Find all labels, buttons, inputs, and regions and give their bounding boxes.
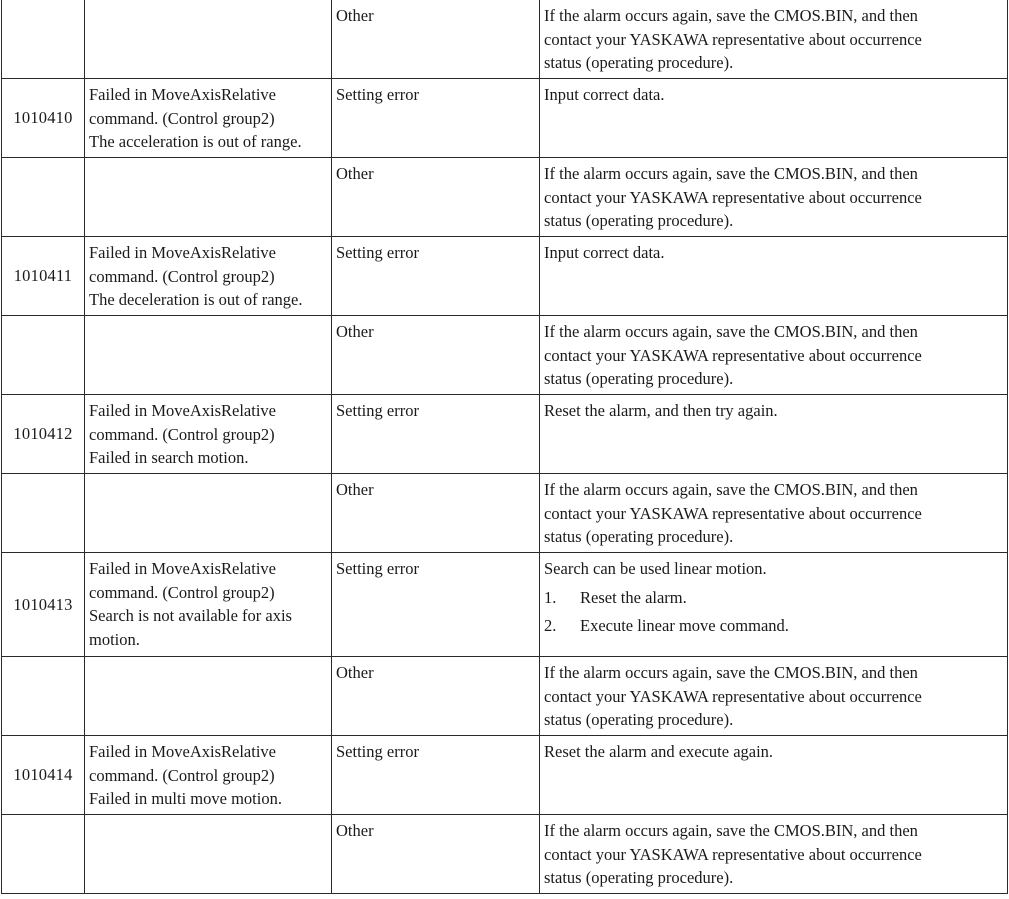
table-row: [2, 553, 1008, 657]
alarm-remedy-cell: If the alarm occurs again, save the CMOS.BIN, and then contact your YASKAWA representative about occurrence status (operating procedure).: [540, 474, 1008, 553]
alarm-message-cell: [85, 316, 332, 395]
alarm-code-cell: [2, 657, 85, 736]
table-row: [2, 237, 1008, 316]
table-row: [2, 79, 1008, 158]
alarm-code-cell: [2, 815, 85, 894]
alarm-code-cell: [2, 316, 85, 395]
alarm-cause-cell: Setting error: [332, 237, 540, 316]
alarm-message-cell: Failed in MoveAxisRelative command. (Control group2) Search is not available for axis motion.: [85, 553, 332, 657]
alarm-code-cell: [2, 0, 85, 79]
alarm-remedy-cell: Input correct data.: [540, 79, 1008, 158]
alarm-message-cell: [85, 815, 332, 894]
alarm-cause-cell: Other: [332, 657, 540, 736]
alarm-cause-cell: Other: [332, 158, 540, 237]
alarm-message-cell: Failed in MoveAxisRelative command. (Control group2) The deceleration is out of range.: [85, 237, 332, 316]
table-row: [2, 474, 1008, 553]
alarm-message-cell: [85, 657, 332, 736]
alarm-table: [1, 0, 1008, 894]
alarm-remedy-cell: Search can be used linear motion. 1. Reset the alarm. 2. Execute linear move command.: [540, 553, 1008, 657]
alarm-code-cell: 1010412: [2, 395, 85, 474]
alarm-code-cell: 1010414: [2, 736, 85, 815]
remedy-steps: [544, 586, 1003, 638]
alarm-remedy-cell: If the alarm occurs again, save the CMOS.BIN, and then contact your YASKAWA representative about occurrence status (operating procedure).: [540, 815, 1008, 894]
alarm-cause-cell: Other: [332, 0, 540, 79]
alarm-remedy-cell: Reset the alarm, and then try again.: [540, 395, 1008, 474]
alarm-cause-cell: Setting error: [332, 395, 540, 474]
alarm-code-cell: 1010413: [2, 553, 85, 657]
alarm-message-cell: Failed in MoveAxisRelative command. (Control group2) The acceleration is out of range.: [85, 79, 332, 158]
alarm-code-cell: 1010411: [2, 237, 85, 316]
alarm-remedy-cell: If the alarm occurs again, save the CMOS.BIN, and then contact your YASKAWA representative about occurrence status (operating procedure).: [540, 316, 1008, 395]
alarm-cause-cell: Setting error: [332, 79, 540, 158]
table-row: [2, 316, 1008, 395]
alarm-code-cell: [2, 474, 85, 553]
table-row: [2, 815, 1008, 894]
table-row: [2, 0, 1008, 79]
table-row: [2, 736, 1008, 815]
alarm-cause-cell: Other: [332, 815, 540, 894]
list-item: 1. Reset the alarm.: [544, 587, 687, 607]
alarm-remedy-cell: If the alarm occurs again, save the CMOS.BIN, and then contact your YASKAWA representative about occurrence status (operating procedure).: [540, 657, 1008, 736]
list-item: 2. Execute linear move command.: [544, 616, 789, 636]
alarm-code-cell: 1010410: [2, 79, 85, 158]
table-row: [2, 395, 1008, 474]
alarm-message-cell: [85, 474, 332, 553]
alarm-cause-cell: Other: [332, 474, 540, 553]
alarm-code-cell: [2, 158, 85, 237]
alarm-remedy-cell: If the alarm occurs again, save the CMOS.BIN, and then contact your YASKAWA representative about occurrence status (operating procedure).: [540, 158, 1008, 237]
alarm-cause-cell: Setting error: [332, 553, 540, 657]
alarm-remedy-cell: Input correct data.: [540, 237, 1008, 316]
alarm-cause-cell: Setting error: [332, 736, 540, 815]
table-row: [2, 657, 1008, 736]
alarm-remedy-cell: Reset the alarm and execute again.: [540, 736, 1008, 815]
alarm-message-cell: [85, 158, 332, 237]
alarm-message-cell: Failed in MoveAxisRelative command. (Control group2) Failed in search motion.: [85, 395, 332, 474]
alarm-message-cell: Failed in MoveAxisRelative command. (Control group2) Failed in multi move motion.: [85, 736, 332, 815]
alarm-message-cell: [85, 0, 332, 79]
alarm-remedy-cell: If the alarm occurs again, save the CMOS.BIN, and then contact your YASKAWA representative about occurrence status (operating procedure).: [540, 0, 1008, 79]
table-row: [2, 158, 1008, 237]
alarm-cause-cell: Other: [332, 316, 540, 395]
